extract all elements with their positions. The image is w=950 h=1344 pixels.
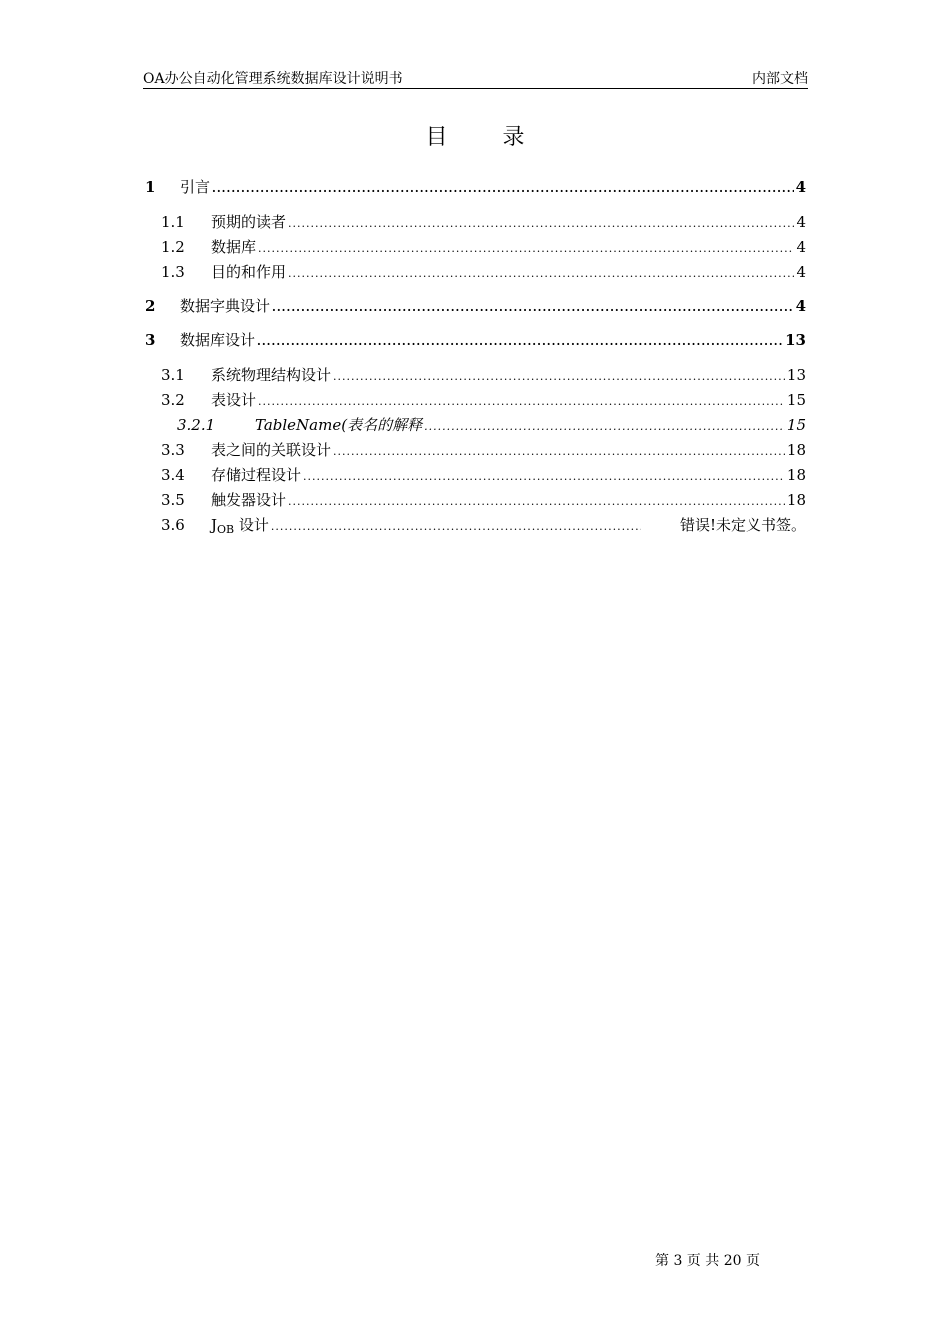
- toc-entry-1-2[interactable]: [143, 237, 806, 257]
- toc-entry-3-2-1[interactable]: [143, 415, 806, 435]
- toc-entry-page: 4: [796, 213, 806, 231]
- toc-entry-text-j: J: [211, 516, 218, 534]
- toc-entry-text: 表设计: [211, 391, 257, 409]
- toc-leader: [258, 392, 785, 412]
- toc-entry-text: 预期的读者: [211, 213, 287, 231]
- toc-entry-number: 3.2.1: [177, 416, 216, 434]
- toc-entry-3[interactable]: [143, 330, 806, 350]
- toc-entry-text-ob: OB: [217, 523, 235, 536]
- toc-entry-3-2[interactable]: [143, 390, 806, 410]
- toc-entry-page: 4: [796, 263, 806, 281]
- toc-leader: [303, 467, 785, 487]
- document-classification: 内部文档: [752, 71, 808, 87]
- toc-entry-page: 13: [786, 366, 806, 384]
- toc-entry-page: 15: [786, 416, 806, 434]
- toc-entry-number: 2: [145, 297, 156, 315]
- document-title: OA办公自动化管理系统数据库设计说明书: [143, 71, 403, 87]
- toc-entry-page-error: 错误!未定义书签。: [679, 516, 806, 534]
- toc-entry-number: 1: [145, 178, 156, 196]
- toc-entry-number: 1.2: [161, 238, 185, 256]
- toc-entry-page: 13: [785, 331, 806, 349]
- page-number: 第 3 页 共 20 页: [655, 1253, 760, 1269]
- toc-leader: [288, 492, 785, 512]
- toc-entry-text: [211, 515, 269, 540]
- toc-entry-page: 4: [795, 178, 806, 196]
- toc-leader: [424, 417, 785, 437]
- toc-leader: [272, 298, 794, 318]
- toc-entry-3-4[interactable]: [143, 465, 806, 485]
- toc-leader: [288, 214, 794, 234]
- toc-leader: [257, 332, 783, 352]
- toc-entry-number: 3.2: [161, 391, 185, 409]
- toc-entry-2[interactable]: [143, 296, 806, 316]
- toc-entry-text: 数据字典设计: [180, 297, 271, 315]
- toc-entry-3-6[interactable]: [143, 515, 806, 535]
- toc-entry-number: 3.6: [161, 516, 185, 534]
- toc-leader: [258, 239, 794, 259]
- toc-entry-text: 表之间的关联设计: [211, 441, 332, 459]
- toc-entry-number: 1.1: [161, 213, 185, 231]
- toc-entry-3-1[interactable]: [143, 365, 806, 385]
- toc-leader: [333, 367, 785, 387]
- toc-entry-number: 3.3: [161, 441, 185, 459]
- toc-entry-page: 18: [786, 441, 806, 459]
- toc-entry-1[interactable]: [143, 177, 806, 197]
- toc-entry-number: 3.5: [161, 491, 185, 509]
- toc-leader: [271, 517, 641, 537]
- toc-entry-text: 存储过程设计: [211, 466, 302, 484]
- toc-entry-text: 引言: [180, 178, 211, 196]
- toc-leader: [212, 179, 794, 199]
- toc-leader: [333, 442, 785, 462]
- toc-entry-number: 3.4: [161, 466, 185, 484]
- toc-entry-page: 18: [786, 491, 806, 509]
- toc-entry-text: 触发器设计: [211, 491, 287, 509]
- toc-entry-number: 3: [145, 331, 156, 349]
- toc-entry-page: 15: [786, 391, 806, 409]
- toc-entry-number: 1.3: [161, 263, 185, 281]
- page-header: [143, 70, 808, 89]
- toc-title: 目 录: [425, 125, 549, 150]
- toc-leader: [288, 264, 794, 284]
- toc-entry-3-5[interactable]: [143, 490, 806, 510]
- toc-entry-1-1[interactable]: [143, 212, 806, 232]
- toc-entry-number: 3.1: [161, 366, 185, 384]
- toc-entry-text-rest: 设计: [238, 516, 269, 534]
- toc-entry-1-3[interactable]: [143, 262, 806, 282]
- toc-entry-page: 4: [796, 238, 806, 256]
- toc-entry-text: TableName(表名的解释: [255, 416, 423, 434]
- toc-entry-page: 18: [786, 466, 806, 484]
- toc-entry-text: 系统物理结构设计: [211, 366, 332, 384]
- toc-entry-page: 4: [795, 297, 806, 315]
- toc-entry-3-3[interactable]: [143, 440, 806, 460]
- toc-entry-text: 目的和作用: [211, 263, 287, 281]
- toc-entry-text: 数据库: [211, 238, 257, 256]
- toc-entry-text: 数据库设计: [180, 331, 256, 349]
